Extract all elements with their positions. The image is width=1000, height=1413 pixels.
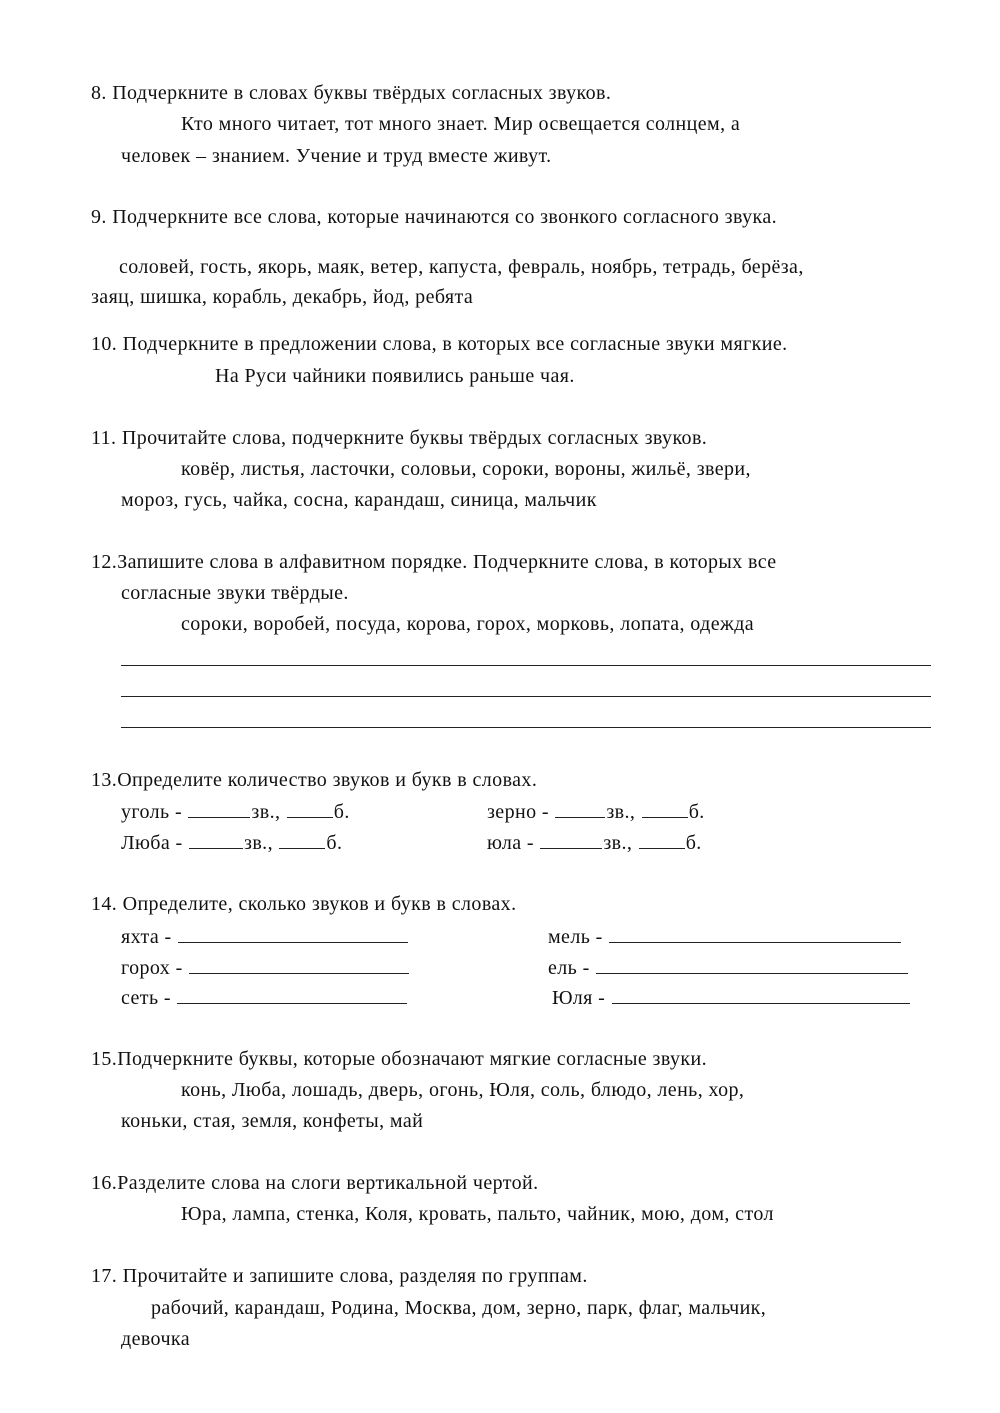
letters-abbr: б.	[688, 801, 705, 823]
task-15-words-line-1: конь, Люба, лошадь, дверь, огонь, Юля, соль, блюдо, лень, хор,	[181, 1079, 745, 1101]
answer-line[interactable]	[121, 727, 931, 728]
task-10-sentence: На Руси чайники появились раньше чая.	[215, 365, 575, 387]
sounds-blank[interactable]	[540, 832, 602, 849]
sounds-abbr: зв.,	[603, 832, 633, 854]
task-8-heading: 8. Подчеркните в словах буквы твёрдых согласных звуков.	[91, 82, 612, 104]
task-14-word: яхта -	[121, 926, 172, 948]
task-11-heading: 11. Прочитайте слова, подчеркните буквы твёрдых согласных звуков.	[91, 427, 708, 449]
task-17-words-line-2: девочка	[121, 1328, 190, 1350]
task-14-heading: 14. Определите, сколько звуков и букв в словах.	[91, 893, 517, 915]
letters-abbr: б.	[326, 832, 343, 854]
task-8-text-line-2: человек – знанием. Учение и труд вместе живут.	[121, 145, 552, 167]
answer-blank[interactable]	[177, 987, 407, 1004]
sounds-blank[interactable]	[189, 832, 243, 849]
task-9-words-line-2: заяц, шишка, корабль, декабрь, йод, ребята	[91, 286, 474, 308]
task-14-word: горох -	[121, 957, 183, 979]
sounds-blank[interactable]	[555, 801, 605, 818]
task-14-item	[548, 926, 902, 947]
task-15-words-line-2: коньки, стая, земля, конфеты, май	[121, 1110, 424, 1132]
task-13-word: Люба -	[121, 832, 183, 854]
task-15-heading: 15.Подчеркните буквы, которые обозначают мягкие согласные звуки.	[91, 1048, 708, 1070]
sounds-abbr: зв.,	[251, 801, 281, 823]
task-11-words-line-2: мороз, гусь, чайка, сосна, карандаш, синица, мальчик	[121, 489, 597, 511]
task-14-item	[552, 987, 911, 1008]
letters-blank[interactable]	[287, 801, 333, 818]
sounds-blank[interactable]	[188, 801, 250, 818]
sounds-abbr: зв.,	[606, 801, 636, 823]
task-13-item	[487, 801, 705, 822]
answer-blank[interactable]	[189, 957, 409, 974]
task-13-word: юла -	[487, 832, 534, 854]
task-11-words-line-1: ковёр, листья, ласточки, соловьи, сороки, вороны, жильё, звери,	[181, 458, 751, 480]
task-16-words: Юра, лампа, стенка, Коля, кровать, пальто, чайник, мою, дом, стол	[181, 1203, 774, 1225]
task-8-text-line-1: Кто много читает, тот много знает. Мир освещается солнцем, а	[181, 113, 741, 135]
task-17-words-line-1: рабочий, карандаш, Родина, Москва, дом, зерно, парк, флаг, мальчик,	[151, 1297, 767, 1319]
task-13-item	[121, 801, 350, 822]
task-12-heading-line-2: согласные звуки твёрдые.	[121, 582, 349, 604]
answer-blank[interactable]	[612, 987, 910, 1004]
task-14-item	[121, 926, 409, 947]
letters-blank[interactable]	[642, 801, 688, 818]
answer-blank[interactable]	[609, 926, 901, 943]
task-14-word: Юля -	[552, 987, 606, 1009]
task-9-heading: 9. Подчеркните все слова, которые начинаются со звонкого согласного звука.	[91, 206, 777, 228]
letters-blank[interactable]	[279, 832, 325, 849]
letters-abbr: б.	[685, 832, 702, 854]
task-16-heading: 16.Разделите слова на слоги вертикальной чертой.	[91, 1172, 539, 1194]
letters-abbr: б.	[333, 801, 350, 823]
task-14-word: ель -	[548, 957, 590, 979]
answer-line[interactable]	[121, 696, 931, 697]
task-17-heading: 17. Прочитайте и запишите слова, разделяя по группам.	[91, 1265, 588, 1287]
answer-line[interactable]	[121, 665, 931, 666]
task-10-heading: 10. Подчеркните в предложении слова, в которых все согласные звуки мягкие.	[91, 333, 788, 355]
task-13-item	[121, 832, 342, 853]
letters-blank[interactable]	[639, 832, 685, 849]
task-14-word: сеть -	[121, 987, 171, 1009]
task-13-item	[487, 832, 702, 853]
task-9-words-line-1: соловей, гость, якорь, маяк, ветер, капуста, февраль, ноябрь, тетрадь, берёза,	[119, 256, 804, 278]
sounds-abbr: зв.,	[244, 832, 273, 854]
task-12-words: сороки, воробей, посуда, корова, горох, морковь, лопата, одежда	[181, 613, 755, 635]
task-14-word: мель -	[548, 926, 603, 948]
answer-blank[interactable]	[596, 957, 908, 974]
task-12-heading: 12.Запишите слова в алфавитном порядке. Подчеркните слова, в которых все	[91, 551, 777, 573]
task-14-item	[121, 987, 408, 1008]
task-14-item	[121, 957, 410, 978]
task-13-heading: 13.Определите количество звуков и букв в словах.	[91, 769, 538, 791]
task-13-word: зерно -	[487, 801, 549, 823]
answer-blank[interactable]	[178, 926, 408, 943]
task-14-item	[548, 957, 909, 978]
task-13-word: уголь -	[121, 801, 183, 823]
